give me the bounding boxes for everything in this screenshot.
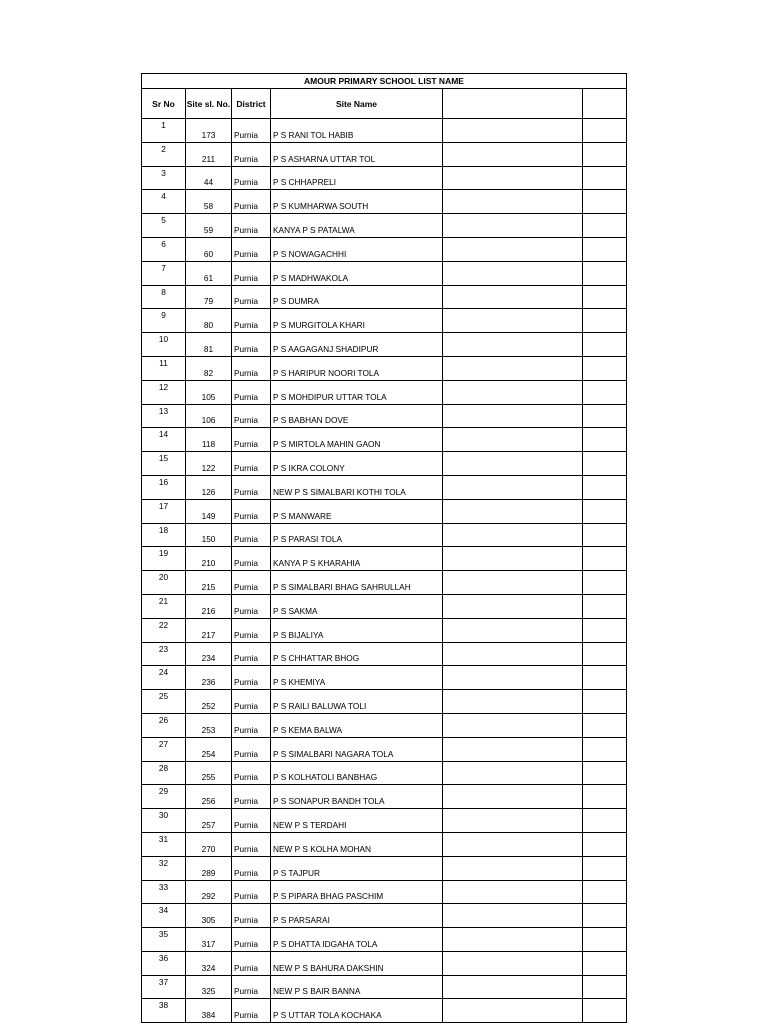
cell-extra-2	[583, 523, 627, 547]
cell-sr-no: 33	[142, 880, 186, 904]
cell-district: Purnia	[232, 594, 271, 618]
cell-site-sl-no: 257	[186, 809, 232, 833]
cell-site-name: P S SIMALBARI NAGARA TOLA	[271, 737, 443, 761]
table-row	[142, 642, 627, 666]
cell-sr-no: 11	[142, 356, 186, 380]
cell-site-name: P S MADHWAKOLA	[271, 261, 443, 285]
table-row	[142, 666, 627, 690]
cell-site-name: P S IKRA COLONY	[271, 452, 443, 476]
cell-extra-2	[583, 475, 627, 499]
table-row	[142, 166, 627, 190]
table-row	[142, 190, 627, 214]
cell-sr-no: 13	[142, 404, 186, 428]
table-row	[142, 928, 627, 952]
cell-district: Purnia	[232, 356, 271, 380]
cell-extra-2	[583, 737, 627, 761]
cell-site-sl-no: 173	[186, 119, 232, 143]
table-row	[142, 809, 627, 833]
cell-extra-2	[583, 261, 627, 285]
cell-sr-no: 29	[142, 785, 186, 809]
cell-extra-2	[583, 999, 627, 1023]
cell-site-sl-no: 317	[186, 928, 232, 952]
table-row	[142, 547, 627, 571]
cell-extra-2	[583, 880, 627, 904]
cell-sr-no: 3	[142, 166, 186, 190]
cell-district: Purnia	[232, 809, 271, 833]
cell-extra-1	[443, 928, 583, 952]
cell-sr-no: 15	[142, 452, 186, 476]
header-sr-no: Sr No	[142, 89, 186, 119]
table-row	[142, 142, 627, 166]
cell-extra-1	[443, 594, 583, 618]
cell-extra-2	[583, 761, 627, 785]
cell-site-name: NEW P S BAIR BANNA	[271, 975, 443, 999]
table-row	[142, 523, 627, 547]
table-row	[142, 571, 627, 595]
cell-sr-no: 12	[142, 380, 186, 404]
cell-extra-2	[583, 309, 627, 333]
cell-sr-no: 5	[142, 214, 186, 238]
table-row	[142, 404, 627, 428]
table-row	[142, 951, 627, 975]
cell-extra-1	[443, 856, 583, 880]
cell-sr-no: 27	[142, 737, 186, 761]
cell-extra-2	[583, 190, 627, 214]
cell-site-sl-no: 44	[186, 166, 232, 190]
cell-site-name: NEW P S BAHURA DAKSHIN	[271, 951, 443, 975]
cell-district: Purnia	[232, 737, 271, 761]
cell-extra-1	[443, 333, 583, 357]
cell-site-name: P S RANI TOL HABIB	[271, 119, 443, 143]
cell-extra-1	[443, 452, 583, 476]
table-row	[142, 452, 627, 476]
cell-sr-no: 8	[142, 285, 186, 309]
cell-site-name: KANYA P S PATALWA	[271, 214, 443, 238]
cell-district: Purnia	[232, 690, 271, 714]
cell-district: Purnia	[232, 571, 271, 595]
cell-sr-no: 7	[142, 261, 186, 285]
cell-sr-no: 24	[142, 666, 186, 690]
cell-district: Purnia	[232, 261, 271, 285]
table-row	[142, 237, 627, 261]
cell-extra-1	[443, 690, 583, 714]
cell-site-sl-no: 324	[186, 951, 232, 975]
cell-district: Purnia	[232, 333, 271, 357]
cell-extra-2	[583, 856, 627, 880]
cell-site-sl-no: 149	[186, 499, 232, 523]
cell-district: Purnia	[232, 951, 271, 975]
cell-site-name: P S DUMRA	[271, 285, 443, 309]
cell-extra-1	[443, 880, 583, 904]
cell-extra-1	[443, 214, 583, 238]
cell-sr-no: 17	[142, 499, 186, 523]
cell-extra-1	[443, 119, 583, 143]
cell-extra-1	[443, 713, 583, 737]
cell-district: Purnia	[232, 214, 271, 238]
table-row	[142, 499, 627, 523]
cell-site-sl-no: 61	[186, 261, 232, 285]
header-row	[142, 89, 627, 119]
cell-sr-no: 36	[142, 951, 186, 975]
cell-district: Purnia	[232, 832, 271, 856]
table-row	[142, 333, 627, 357]
cell-site-name: P S CHHAPRELI	[271, 166, 443, 190]
cell-site-name: P S BIJALIYA	[271, 618, 443, 642]
table-row	[142, 594, 627, 618]
cell-sr-no: 32	[142, 856, 186, 880]
cell-site-name: NEW P S TERDAHI	[271, 809, 443, 833]
cell-extra-2	[583, 356, 627, 380]
cell-site-sl-no: 105	[186, 380, 232, 404]
cell-district: Purnia	[232, 309, 271, 333]
cell-site-sl-no: 256	[186, 785, 232, 809]
cell-site-name: P S BABHAN DOVE	[271, 404, 443, 428]
cell-extra-2	[583, 975, 627, 999]
cell-site-name: P S TAJPUR	[271, 856, 443, 880]
table-row	[142, 761, 627, 785]
cell-site-sl-no: 59	[186, 214, 232, 238]
header-site-sl-no: Site sl. No.	[186, 89, 232, 119]
cell-extra-1	[443, 761, 583, 785]
cell-sr-no: 2	[142, 142, 186, 166]
cell-site-name: P S KUMHARWA SOUTH	[271, 190, 443, 214]
table-row	[142, 785, 627, 809]
cell-extra-2	[583, 214, 627, 238]
cell-extra-1	[443, 999, 583, 1023]
cell-site-name: KANYA P S KHARAHIA	[271, 547, 443, 571]
cell-sr-no: 21	[142, 594, 186, 618]
cell-site-sl-no: 253	[186, 713, 232, 737]
cell-site-sl-no: 80	[186, 309, 232, 333]
cell-site-name: P S MANWARE	[271, 499, 443, 523]
cell-sr-no: 34	[142, 904, 186, 928]
table-row	[142, 713, 627, 737]
table-row	[142, 880, 627, 904]
cell-extra-1	[443, 356, 583, 380]
cell-site-sl-no: 126	[186, 475, 232, 499]
cell-extra-2	[583, 713, 627, 737]
cell-extra-1	[443, 951, 583, 975]
cell-extra-1	[443, 166, 583, 190]
cell-site-sl-no: 270	[186, 832, 232, 856]
cell-extra-1	[443, 261, 583, 285]
cell-extra-2	[583, 928, 627, 952]
cell-site-name: P S PARSARAI	[271, 904, 443, 928]
cell-extra-1	[443, 642, 583, 666]
cell-sr-no: 9	[142, 309, 186, 333]
cell-district: Purnia	[232, 237, 271, 261]
cell-site-name: P S NOWAGACHHI	[271, 237, 443, 261]
table-row	[142, 261, 627, 285]
header-site-name: Site Name	[271, 89, 443, 119]
cell-extra-2	[583, 285, 627, 309]
cell-sr-no: 22	[142, 618, 186, 642]
cell-extra-1	[443, 142, 583, 166]
cell-site-name: NEW P S SIMALBARI KOTHI TOLA	[271, 475, 443, 499]
header-extra-1	[443, 89, 583, 119]
cell-site-name: P S SONAPUR BANDH TOLA	[271, 785, 443, 809]
cell-extra-2	[583, 951, 627, 975]
cell-extra-1	[443, 190, 583, 214]
cell-extra-2	[583, 809, 627, 833]
cell-district: Purnia	[232, 285, 271, 309]
cell-district: Purnia	[232, 428, 271, 452]
cell-district: Purnia	[232, 928, 271, 952]
cell-extra-2	[583, 690, 627, 714]
cell-extra-1	[443, 547, 583, 571]
cell-extra-2	[583, 428, 627, 452]
cell-extra-2	[583, 380, 627, 404]
table-row	[142, 904, 627, 928]
cell-site-sl-no: 211	[186, 142, 232, 166]
cell-district: Purnia	[232, 618, 271, 642]
cell-extra-1	[443, 428, 583, 452]
cell-site-sl-no: 217	[186, 618, 232, 642]
cell-site-sl-no: 292	[186, 880, 232, 904]
cell-sr-no: 14	[142, 428, 186, 452]
cell-site-name: P S DHATTA IDGAHA TOLA	[271, 928, 443, 952]
cell-site-sl-no: 122	[186, 452, 232, 476]
cell-site-name: P S PIPARA BHAG PASCHIM	[271, 880, 443, 904]
cell-site-sl-no: 58	[186, 190, 232, 214]
cell-extra-1	[443, 618, 583, 642]
cell-extra-1	[443, 832, 583, 856]
table-title: AMOUR PRIMARY SCHOOL LIST NAME	[142, 74, 627, 89]
cell-extra-1	[443, 475, 583, 499]
cell-district: Purnia	[232, 904, 271, 928]
cell-site-sl-no: 150	[186, 523, 232, 547]
cell-site-sl-no: 106	[186, 404, 232, 428]
cell-extra-1	[443, 404, 583, 428]
cell-sr-no: 10	[142, 333, 186, 357]
cell-sr-no: 25	[142, 690, 186, 714]
cell-extra-2	[583, 404, 627, 428]
cell-site-sl-no: 255	[186, 761, 232, 785]
cell-site-sl-no: 305	[186, 904, 232, 928]
cell-extra-2	[583, 642, 627, 666]
cell-extra-1	[443, 904, 583, 928]
cell-site-name: P S HARIPUR NOORI TOLA	[271, 356, 443, 380]
cell-site-sl-no: 236	[186, 666, 232, 690]
cell-site-sl-no: 289	[186, 856, 232, 880]
cell-extra-2	[583, 666, 627, 690]
cell-site-sl-no: 325	[186, 975, 232, 999]
cell-extra-2	[583, 237, 627, 261]
cell-site-name: P S PARASI TOLA	[271, 523, 443, 547]
cell-sr-no: 28	[142, 761, 186, 785]
table-row	[142, 737, 627, 761]
cell-site-sl-no: 82	[186, 356, 232, 380]
cell-district: Purnia	[232, 666, 271, 690]
table-row	[142, 356, 627, 380]
cell-site-name: P S SAKMA	[271, 594, 443, 618]
cell-extra-1	[443, 666, 583, 690]
cell-sr-no: 37	[142, 975, 186, 999]
cell-district: Purnia	[232, 547, 271, 571]
cell-site-name: P S MOHDIPUR UTTAR TOLA	[271, 380, 443, 404]
cell-extra-2	[583, 785, 627, 809]
cell-extra-1	[443, 571, 583, 595]
cell-sr-no: 16	[142, 475, 186, 499]
table-row	[142, 618, 627, 642]
cell-district: Purnia	[232, 523, 271, 547]
table-row	[142, 856, 627, 880]
cell-site-sl-no: 210	[186, 547, 232, 571]
title-row	[142, 74, 627, 89]
table-row	[142, 690, 627, 714]
cell-sr-no: 19	[142, 547, 186, 571]
cell-sr-no: 23	[142, 642, 186, 666]
cell-sr-no: 18	[142, 523, 186, 547]
school-list-table	[141, 73, 627, 1023]
cell-extra-1	[443, 809, 583, 833]
cell-district: Purnia	[232, 475, 271, 499]
cell-district: Purnia	[232, 999, 271, 1023]
cell-district: Purnia	[232, 380, 271, 404]
cell-site-sl-no: 79	[186, 285, 232, 309]
cell-site-name: P S CHHATTAR BHOG	[271, 642, 443, 666]
cell-extra-1	[443, 237, 583, 261]
cell-extra-1	[443, 285, 583, 309]
cell-extra-1	[443, 523, 583, 547]
cell-sr-no: 20	[142, 571, 186, 595]
cell-extra-1	[443, 499, 583, 523]
cell-site-sl-no: 384	[186, 999, 232, 1023]
cell-extra-1	[443, 975, 583, 999]
cell-extra-2	[583, 166, 627, 190]
cell-site-name: NEW P S KOLHA MOHAN	[271, 832, 443, 856]
table-row	[142, 832, 627, 856]
cell-extra-2	[583, 594, 627, 618]
cell-site-sl-no: 81	[186, 333, 232, 357]
cell-district: Purnia	[232, 190, 271, 214]
cell-sr-no: 4	[142, 190, 186, 214]
cell-extra-1	[443, 380, 583, 404]
table-row	[142, 999, 627, 1023]
table-row	[142, 428, 627, 452]
cell-site-sl-no: 118	[186, 428, 232, 452]
cell-site-name: P S ASHARNA UTTAR TOL	[271, 142, 443, 166]
cell-district: Purnia	[232, 404, 271, 428]
cell-district: Purnia	[232, 499, 271, 523]
cell-sr-no: 1	[142, 119, 186, 143]
cell-extra-2	[583, 119, 627, 143]
cell-district: Purnia	[232, 713, 271, 737]
cell-district: Purnia	[232, 785, 271, 809]
cell-site-name: P S KEMA BALWA	[271, 713, 443, 737]
cell-extra-1	[443, 737, 583, 761]
header-district: District	[232, 89, 271, 119]
table-row	[142, 285, 627, 309]
cell-district: Purnia	[232, 880, 271, 904]
table-row	[142, 309, 627, 333]
cell-extra-2	[583, 571, 627, 595]
cell-extra-2	[583, 142, 627, 166]
table-row	[142, 380, 627, 404]
cell-site-sl-no: 254	[186, 737, 232, 761]
cell-sr-no: 31	[142, 832, 186, 856]
cell-site-name: P S UTTAR TOLA KOCHAKA	[271, 999, 443, 1023]
cell-site-sl-no: 252	[186, 690, 232, 714]
cell-district: Purnia	[232, 142, 271, 166]
cell-site-name: P S SIMALBARI BHAG SAHRULLAH	[271, 571, 443, 595]
cell-district: Purnia	[232, 452, 271, 476]
cell-extra-2	[583, 832, 627, 856]
cell-extra-2	[583, 547, 627, 571]
table-row	[142, 119, 627, 143]
cell-extra-2	[583, 618, 627, 642]
cell-site-sl-no: 216	[186, 594, 232, 618]
cell-sr-no: 26	[142, 713, 186, 737]
cell-site-name: P S AAGAGANJ SHADIPUR	[271, 333, 443, 357]
cell-district: Purnia	[232, 761, 271, 785]
cell-extra-2	[583, 904, 627, 928]
table-row	[142, 214, 627, 238]
table-row	[142, 475, 627, 499]
cell-site-sl-no: 215	[186, 571, 232, 595]
cell-site-name: P S RAILI BALUWA TOLI	[271, 690, 443, 714]
cell-sr-no: 38	[142, 999, 186, 1023]
cell-district: Purnia	[232, 975, 271, 999]
cell-district: Purnia	[232, 119, 271, 143]
cell-sr-no: 35	[142, 928, 186, 952]
cell-extra-1	[443, 785, 583, 809]
cell-extra-2	[583, 333, 627, 357]
cell-site-sl-no: 234	[186, 642, 232, 666]
cell-site-name: P S KOLHATOLI BANBHAG	[271, 761, 443, 785]
cell-site-name: P S KHEMIYA	[271, 666, 443, 690]
cell-sr-no: 6	[142, 237, 186, 261]
table-row	[142, 975, 627, 999]
cell-sr-no: 30	[142, 809, 186, 833]
cell-extra-2	[583, 499, 627, 523]
cell-site-sl-no: 60	[186, 237, 232, 261]
cell-site-name: P S MIRTOLA MAHIN GAON	[271, 428, 443, 452]
header-extra-2	[583, 89, 627, 119]
cell-district: Purnia	[232, 642, 271, 666]
cell-district: Purnia	[232, 166, 271, 190]
cell-extra-1	[443, 309, 583, 333]
cell-site-name: P S MURGITOLA KHARI	[271, 309, 443, 333]
cell-district: Purnia	[232, 856, 271, 880]
cell-extra-2	[583, 452, 627, 476]
